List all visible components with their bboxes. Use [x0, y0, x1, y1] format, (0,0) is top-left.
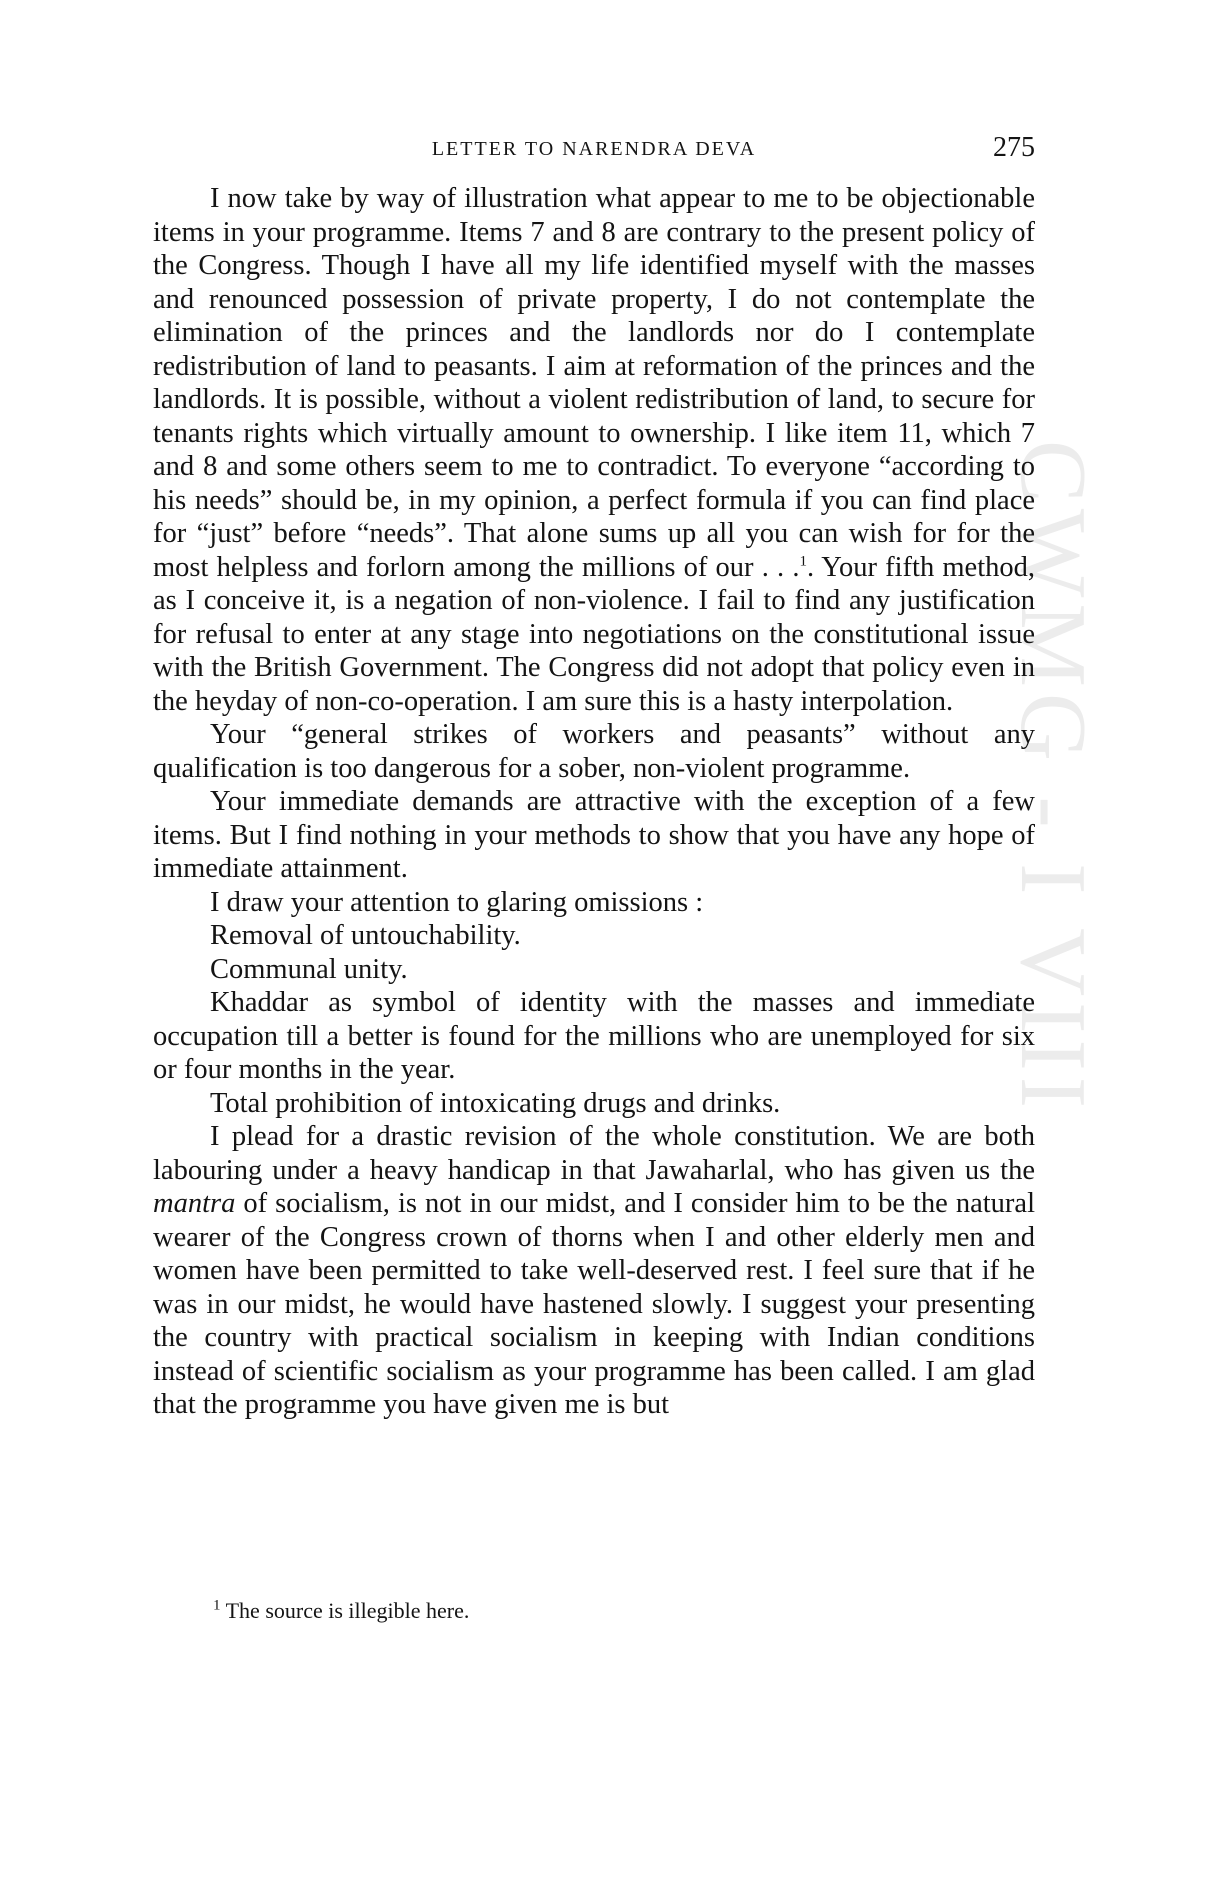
paragraph-text: . Your fifth method, as I conceive it, is a negation of non-violence. I fail to find any justification for refusal to enter at any stage into negotiations on the constitutional issue with the British Government. The Congress did not adopt that policy even in the heyday of non-co-operation. I am sure this is a hasty interpolation.: [153, 551, 1035, 717]
paragraph: [153, 182, 1035, 718]
running-head: LETTER TO NARENDRA DEVA: [431, 138, 757, 160]
footnote-text: The source is illegible here.: [225, 1598, 470, 1623]
page-number: 275: [993, 132, 1035, 163]
paragraph-text: of socialism, is not in our midst, and I consider him to be the natural wearer of the Congress crown of thorns when I and other elderly men and women have been permitted to take well-deserved rest. I feel sure that if he was in our midst, he would have hastened slowly. I suggest your presenting the country with practical socialism in keeping with Indian conditions instead of scientific socialism as your programme has been called. I am glad that the programme you have given me is but: [153, 1188, 1035, 1420]
paragraph: Khaddar as symbol of identity with the masses and immediate occupation till a better is found for the millions who are unemployed for six or four months in the year.: [153, 987, 1035, 1085]
italic-term: mantra: [153, 1188, 236, 1219]
paragraph-text: I now take by way of illustration what appear to me to be objectionable items in your programme. Items 7 and 8 are contrary to the present policy of the Congress. Though I have all my life identified myself with the masses and renounced possession of private property, I do not contemplate the elimination of the princes and the landlords nor do I contemplate redistribution of land to peasants. I aim at reformation of the princes and the landlords. It is possible, without a violent redistribution of land, to secure for tenants rights which virtually amount to ownership. I like item 11, which 7 and 8 and some others seem to me to contradict. To everyone “according to his needs” should be, in my opinion, a perfect formula if you can find place for “just” before “needs”. That alone sums up all you can wish for for the most helpless and forlorn among the millions of our . . .: [153, 183, 1035, 583]
paragraph: Total prohibition of intoxicating drugs and drinks.: [210, 1087, 781, 1119]
body-text: [153, 182, 1035, 1422]
paragraph-text: I plead for a drastic revision of the whole constitution. We are both labouring under a heavy handicap in that Jawaharlal, who has given us the: [153, 1121, 1035, 1186]
paragraph: Your immediate demands are attractive with the exception of a few items. But I find nothing in your methods to show that you have any hope of immediate attainment.: [153, 786, 1035, 884]
paragraph: [153, 1120, 1035, 1422]
footnote-marker: 1: [213, 1597, 221, 1614]
paragraph: Communal unity.: [210, 953, 408, 985]
paragraph: Your “general strikes of workers and peasants” without any qualification is too dangerous for a sober, non-violent programme.: [153, 719, 1035, 784]
paragraph: I draw your attention to glaring omissions :: [210, 886, 704, 918]
paragraph: Removal of untouchability.: [210, 920, 521, 951]
footnote: [213, 1598, 469, 1624]
footnote-ref: 1: [799, 553, 807, 569]
page-header: [153, 132, 1035, 172]
watermark: CWMG - I VIII: [1001, 440, 1105, 1115]
